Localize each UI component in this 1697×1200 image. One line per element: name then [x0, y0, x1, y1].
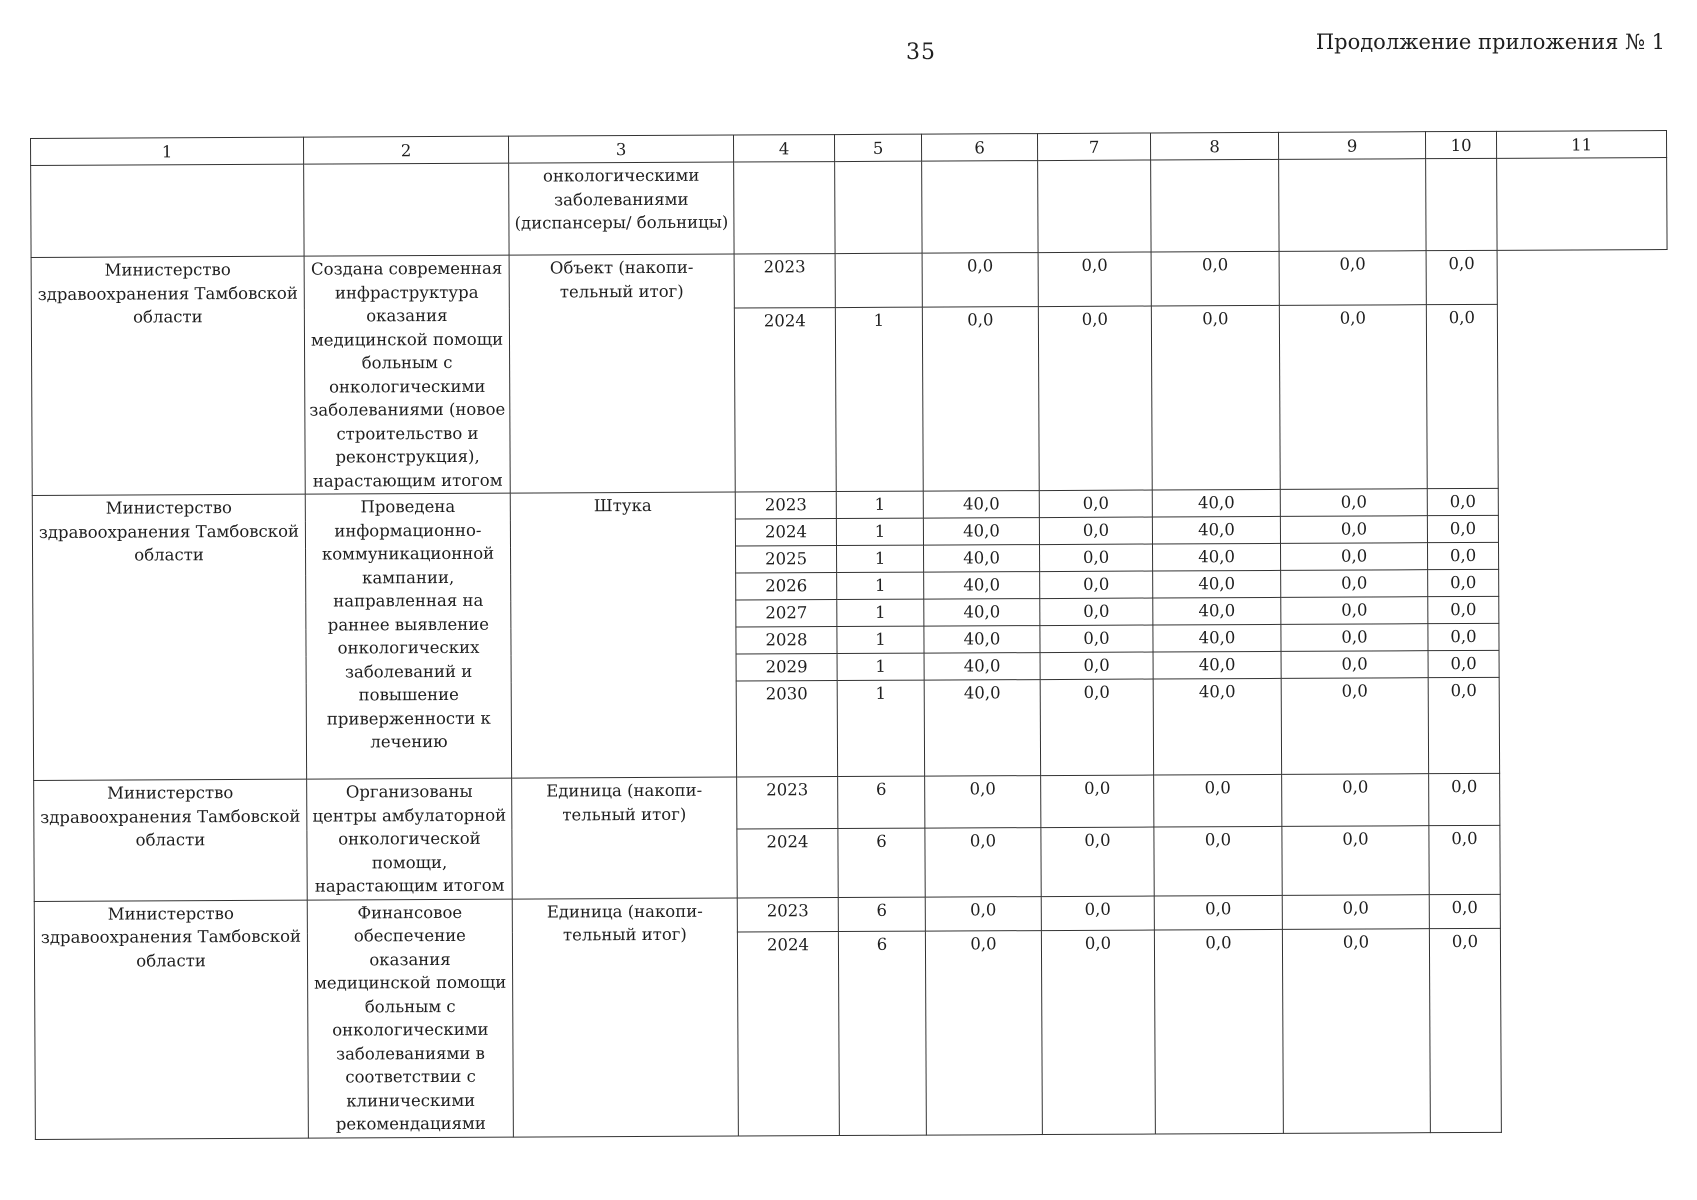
- value-cell-11: 0,0: [1428, 596, 1499, 623]
- result-cell: Финансовое обеспечение оказания медицинской помощи больным с онкологическими заболеваниями в соответствии с клиническими рекомендациями: [307, 899, 513, 1138]
- value-cell-9: 0,0: [1154, 774, 1282, 827]
- column-number: 8: [1150, 132, 1278, 160]
- value-cell-8: 0,0: [1041, 827, 1154, 896]
- year-cell: 2030: [736, 681, 837, 777]
- value-cell-8: 0,0: [1041, 896, 1154, 931]
- result-cell: Организованы центры амбулаторной онкологической помощи, нарастающим итогом: [307, 778, 513, 900]
- value-cell-11: 0,0: [1427, 488, 1498, 515]
- groups-body: [31, 250, 1671, 1139]
- value-cell-8: 0,0: [1041, 775, 1154, 828]
- column-number: 11: [1496, 131, 1666, 159]
- value-cell-11: 0,0: [1429, 773, 1500, 825]
- value-cell-6: 1: [836, 491, 923, 518]
- value-cell-6: [835, 253, 922, 307]
- value-cell-8: 0,0: [1038, 306, 1152, 491]
- results-table: [30, 130, 1672, 1139]
- value-cell-9: 0,0: [1154, 895, 1282, 930]
- table-row: [34, 772, 1670, 832]
- value-cell-7: 0,0: [922, 253, 1038, 307]
- value-cell-11: 0,0: [1429, 894, 1500, 928]
- ministry-cell: [304, 163, 509, 256]
- value-cell-7: 40,0: [924, 545, 1040, 573]
- year-cell: 2024: [735, 519, 836, 546]
- value-cell-11: 0,0: [1429, 825, 1500, 894]
- column-number: 7: [1037, 133, 1150, 161]
- year-cell: 2023: [737, 777, 838, 829]
- value-cell-7: 40,0: [924, 599, 1040, 627]
- value-cell-10: 0,0: [1281, 651, 1428, 679]
- unit-cell: Штука: [510, 492, 736, 778]
- value-cell-6: 1: [837, 599, 924, 626]
- value-cell-10: 0,0: [1281, 597, 1428, 625]
- column-number: 5: [834, 134, 921, 161]
- value-cell-6: 1: [836, 518, 923, 545]
- year-cell: 2023: [735, 492, 836, 519]
- year-cell: 2024: [734, 307, 836, 492]
- year-cell: 2023: [734, 254, 835, 308]
- year-cell: 2024: [737, 931, 839, 1135]
- value-cell-7: 40,0: [924, 653, 1040, 681]
- value-cell-8: 0,0: [1041, 930, 1155, 1135]
- value-cell-7: 40,0: [924, 626, 1040, 654]
- ministry-cell: Министерство здравоохранения Тамбовской области: [32, 494, 306, 780]
- result-cell: Проведена информационно-коммуникационной кампании, направленная на раннее выявление онкологических заболеваний и повышение приверженности к лечению: [305, 493, 511, 779]
- ministry-cell: Министерство здравоохранения Тамбовской области: [31, 256, 305, 495]
- value-cell-9: 40,0: [1153, 597, 1281, 625]
- unit-cell: Единица (накопи-тельный итог): [512, 777, 738, 899]
- value-cell-9: 40,0: [1153, 624, 1281, 652]
- unit-cell: Единица (накопи-тельный итог): [512, 898, 738, 1137]
- value-cell-9: 40,0: [1152, 516, 1280, 544]
- value-cell-10: 0,0: [1280, 543, 1427, 571]
- value-cell-11: 0,0: [1426, 304, 1498, 489]
- value-cell-10: 0,0: [1279, 251, 1426, 305]
- value-cell-11: 0,0: [1427, 515, 1498, 542]
- value-cell-6: 6: [838, 828, 925, 897]
- column-number: 1: [31, 137, 304, 165]
- value-cell-11: 0,0: [1428, 623, 1499, 650]
- value-cell-11: 0,0: [1428, 569, 1499, 596]
- value-cell-10: 0,0: [1279, 304, 1427, 489]
- value-cell-8: 0,0: [1039, 544, 1152, 572]
- value-cell-10: 0,0: [1282, 826, 1429, 895]
- value-cell-8: 0,0: [1039, 517, 1152, 545]
- year-cell: 2026: [736, 573, 837, 600]
- year-cell: 2024: [737, 829, 838, 898]
- value-cell-6: 1: [837, 680, 924, 776]
- table-row: [31, 158, 1667, 258]
- ministry-cell: Министерство здравоохранения Тамбовской области: [34, 779, 308, 901]
- table-row: [31, 250, 1667, 312]
- page-number: 35: [906, 40, 936, 65]
- value-cell-8: 0,0: [1040, 652, 1153, 680]
- year-cell: 2029: [736, 654, 837, 681]
- value-cell-9: 0,0: [1154, 929, 1283, 1134]
- value-cell-6: 1: [835, 307, 923, 492]
- value-cell-6: 6: [838, 931, 926, 1135]
- value-cell-7: 40,0: [923, 518, 1039, 546]
- value-cell-7: 0,0: [925, 776, 1041, 829]
- value-cell-9: 40,0: [1153, 678, 1281, 775]
- column-number: 2: [303, 136, 508, 164]
- value-cell-10: 0,0: [1281, 678, 1428, 775]
- value-cell-7: 40,0: [923, 491, 1039, 519]
- value-cell-9: 40,0: [1153, 651, 1281, 679]
- value-cell-6: 1: [837, 653, 924, 680]
- continued-text-cell: онкологическими заболеваниями (диспансеры/ больницы): [509, 162, 734, 255]
- value-cell-6: 1: [837, 545, 924, 572]
- column-number: 9: [1278, 132, 1425, 160]
- year-cell: 2027: [736, 600, 837, 627]
- value-cell-11: 0,0: [1427, 542, 1498, 569]
- value-cell-9: 40,0: [1152, 489, 1280, 517]
- value-cell-6: 6: [838, 897, 925, 931]
- value-cell-7: 0,0: [925, 930, 1042, 1135]
- value-cell-10: 0,0: [1281, 624, 1428, 652]
- column-number: 10: [1425, 131, 1496, 158]
- value-cell-9: 40,0: [1152, 543, 1280, 571]
- year-cell: 2028: [736, 627, 837, 654]
- value-cell-7: 0,0: [925, 828, 1041, 897]
- value-cell-8: 0,0: [1040, 625, 1153, 653]
- year-cell: 2025: [736, 546, 837, 573]
- value-cell-11: 0,0: [1428, 677, 1499, 773]
- value-cell-11: 0,0: [1429, 928, 1501, 1132]
- value-cell-9: 0,0: [1154, 826, 1282, 895]
- value-cell-7: 0,0: [925, 896, 1041, 931]
- value-cell-8: 0,0: [1040, 598, 1153, 626]
- result-cell: Создана современная инфраструктура оказания медицинской помощи больным с онкологическими заболеваниями (новое строительство и реконструкция), нарастающим итогом: [304, 255, 510, 494]
- value-cell-10: 0,0: [1282, 894, 1429, 929]
- value-cell-8: 0,0: [1039, 490, 1152, 518]
- value-cell-11: 0,0: [1428, 650, 1499, 677]
- column-number: 3: [508, 135, 733, 163]
- value-cell-6: 1: [837, 626, 924, 653]
- column-number: 6: [921, 134, 1037, 162]
- value-cell-8: 0,0: [1040, 679, 1153, 776]
- year-cell: 2023: [737, 897, 838, 931]
- ministry-cell: Министерство здравоохранения Тамбовской области: [34, 900, 308, 1139]
- value-cell-7: 0,0: [922, 306, 1039, 491]
- value-cell-6: 1: [837, 572, 924, 599]
- value-cell-10: 0,0: [1281, 570, 1428, 598]
- value-cell-11: 0,0: [1426, 250, 1497, 304]
- column-1-cell: [31, 164, 304, 257]
- value-cell-7: 40,0: [924, 680, 1040, 777]
- value-cell-10: 0,0: [1280, 516, 1427, 544]
- value-cell-8: 0,0: [1038, 252, 1151, 306]
- value-cell-9: 0,0: [1151, 251, 1279, 305]
- value-cell-8: 0,0: [1040, 571, 1153, 599]
- value-cell-7: 40,0: [924, 572, 1040, 600]
- appendix-label: Продолжение приложения № 1: [1315, 30, 1665, 54]
- value-cell-9: 0,0: [1151, 305, 1280, 490]
- value-cell-10: 0,0: [1280, 489, 1427, 517]
- value-cell-9: 40,0: [1153, 570, 1281, 598]
- value-cell-10: 0,0: [1282, 774, 1429, 827]
- value-cell-6: 6: [838, 776, 925, 828]
- unit-cell: [734, 162, 835, 254]
- value-cell-10: 0,0: [1282, 928, 1430, 1133]
- column-number: 4: [733, 135, 834, 162]
- unit-cell: Объект (накопи-тельный итог): [509, 254, 735, 493]
